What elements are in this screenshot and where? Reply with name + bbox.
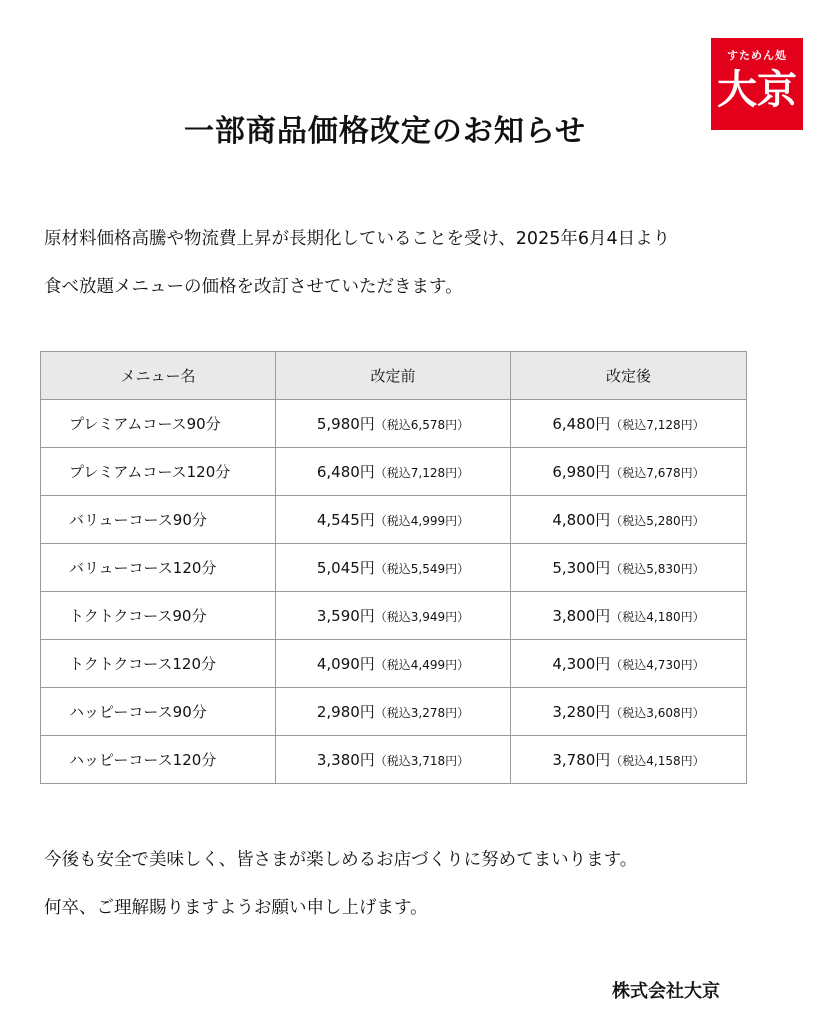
- price-before-tax: （税込6,578円）: [374, 418, 470, 432]
- table-row: [41, 544, 747, 592]
- price-after-tax: （税込7,128円）: [610, 418, 705, 432]
- price-after: 4,800円: [552, 511, 611, 529]
- price-before: 3,380円: [316, 751, 375, 769]
- logo-tagline: すためん処: [727, 49, 787, 62]
- price-before-cell: [276, 544, 511, 592]
- price-after-cell: [511, 640, 747, 688]
- price-after-tax: （税込4,158円）: [610, 754, 705, 768]
- menu-name-cell: バリューコース90分: [41, 496, 276, 544]
- page-title: 一部商品価格改定のお知らせ: [183, 114, 587, 150]
- price-before-cell: [276, 640, 511, 688]
- closing-line-2: 何卒、ご理解賜りますようお願い申し上げます。: [44, 898, 428, 918]
- price-after-cell: [511, 544, 747, 592]
- price-before-cell: [276, 448, 511, 496]
- price-after: 3,800円: [552, 607, 611, 625]
- price-table: [40, 351, 747, 784]
- price-before-cell: [276, 688, 511, 736]
- header-menu-name: メニュー名: [41, 352, 276, 400]
- price-after: 3,280円: [552, 703, 611, 721]
- price-after-cell: [511, 496, 747, 544]
- table-row: [41, 736, 747, 784]
- price-before-tax: （税込7,128円）: [374, 466, 470, 480]
- price-after-tax: （税込5,280円）: [610, 514, 705, 528]
- price-after: 4,300円: [552, 655, 611, 673]
- table-header-row: [41, 352, 747, 400]
- price-after: 5,300円: [552, 559, 611, 577]
- price-before-cell: [276, 592, 511, 640]
- menu-name-cell: プレミアムコース90分: [41, 400, 276, 448]
- closing-line-1: 今後も安全で美味しく、皆さまが楽しめるお店づくりに努めてまいります。: [44, 850, 638, 870]
- price-after-cell: [511, 400, 747, 448]
- brand-logo: [711, 38, 803, 130]
- company-name: 株式会社大京: [612, 981, 720, 1002]
- price-before: 3,590円: [316, 607, 375, 625]
- price-before: 2,980円: [316, 703, 375, 721]
- price-after: 6,980円: [552, 463, 611, 481]
- price-before: 6,480円: [316, 463, 375, 481]
- price-after-cell: [511, 592, 747, 640]
- price-before-tax: （税込3,278円）: [374, 706, 470, 720]
- menu-name-cell: バリューコース120分: [41, 544, 276, 592]
- price-before: 5,980円: [316, 415, 375, 433]
- price-before: 4,090円: [316, 655, 375, 673]
- price-after-tax: （税込7,678円）: [610, 466, 705, 480]
- price-after-cell: [511, 448, 747, 496]
- price-before-cell: [276, 496, 511, 544]
- price-after-cell: [511, 736, 747, 784]
- menu-name-cell: ハッピーコース90分: [41, 688, 276, 736]
- intro-text: [44, 215, 670, 311]
- price-before-cell: [276, 400, 511, 448]
- table-row: [41, 688, 747, 736]
- table-row: [41, 400, 747, 448]
- price-before: 5,045円: [316, 559, 375, 577]
- table-row: [41, 592, 747, 640]
- header-before: 改定前: [276, 352, 511, 400]
- menu-name-cell: トクトクコース90分: [41, 592, 276, 640]
- price-after-tax: （税込4,180円）: [610, 610, 705, 624]
- price-after-tax: （税込5,830円）: [610, 562, 705, 576]
- price-after-tax: （税込3,608円）: [610, 706, 705, 720]
- price-before-tax: （税込3,718円）: [374, 754, 470, 768]
- price-before: 4,545円: [316, 511, 375, 529]
- price-before-tax: （税込4,499円）: [374, 658, 470, 672]
- price-after: 6,480円: [552, 415, 611, 433]
- closing-text: [44, 836, 637, 932]
- table-row: [41, 496, 747, 544]
- price-before-tax: （税込3,949円）: [374, 610, 470, 624]
- intro-line-1: 原材料価格高騰や物流費上昇が長期化していることを受け、2025年6月4日より: [44, 229, 671, 249]
- menu-name-cell: トクトクコース120分: [41, 640, 276, 688]
- price-after-cell: [511, 688, 747, 736]
- price-before-cell: [276, 736, 511, 784]
- intro-line-2: 食べ放題メニューの価格を改訂させていただきます。: [44, 277, 463, 297]
- header-after: 改定後: [511, 352, 747, 400]
- price-before-tax: （税込5,549円）: [374, 562, 470, 576]
- logo-name: 大京: [717, 67, 797, 113]
- table-row: [41, 448, 747, 496]
- menu-name-cell: プレミアムコース120分: [41, 448, 276, 496]
- price-after: 3,780円: [552, 751, 611, 769]
- price-before-tax: （税込4,999円）: [374, 514, 470, 528]
- menu-name-cell: ハッピーコース120分: [41, 736, 276, 784]
- price-after-tax: （税込4,730円）: [610, 658, 705, 672]
- table-row: [41, 640, 747, 688]
